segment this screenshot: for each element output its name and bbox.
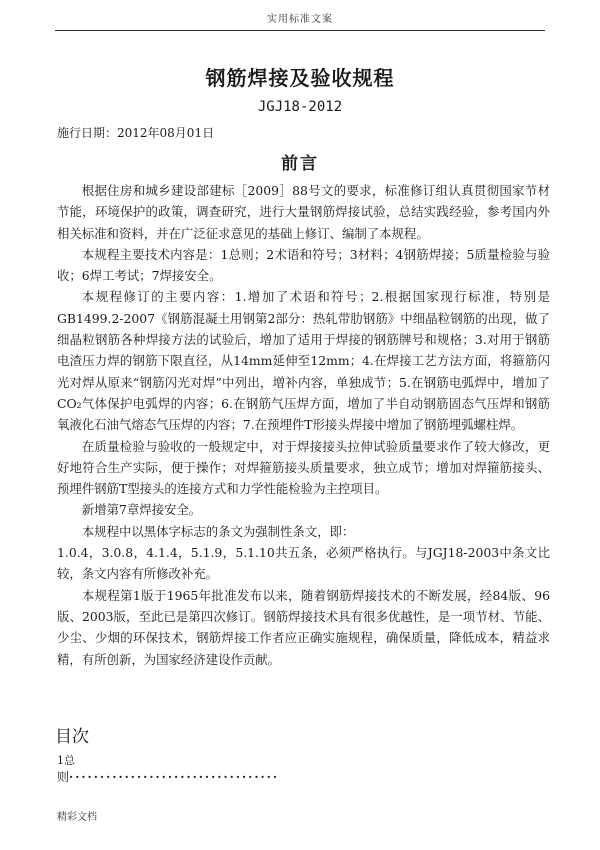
toc-heading: 目次 [55, 727, 89, 747]
preface-paragraph: 根据住房和城乡建设部建标［2009］88号文的要求，标准修订组认真贯彻国家节材节能，环境保护的政策，调查研究，进行大量钢筋焊接试验，总结实践经验，参考国内外相关标准和资料，并在广泛征求意见的基础上修订、编制了本规程。 [57, 183, 550, 241]
preface-paragraph: 本规程修订的主要内容：1.增加了术语和符号；2.根据国家现行标准，特别是GB1499.2-2007《钢筋混凝土用钢第2部分：热轧带肋钢筋》中细晶粒钢筋的出现，做了细晶粒钢筋各种焊接方法的试验后，增加了适用于焊接的钢筋牌号和规格；3.对用于钢筋电渣压力焊的钢筋下限直径，从14mm延伸至12mm；4.在焊接工艺方法方面，将箍筋闪光对焊从原来“钢筋闪光对焊”中列出，增补内容，单独成节；5.在钢筋电弧焊中，增加了CO₂气体保护电弧焊的内容；6.在钢筋气压焊方面，增加了半自动钢筋固态气压焊和钢筋氧液化石油气熔态气压焊的内容；7.在预埋件T形接头焊接中增加了钢筋埋弧螺柱焊。 [57, 289, 550, 433]
toc-entry[interactable] [57, 768, 547, 785]
toc-entry-label: 则 [57, 770, 70, 784]
preface-paragraph: 本规程主要技术内容是：1总则；2术语和符号；3材料；4钢筋焊接；5质量检验与验收；6焊工考试；7焊接安全。 [57, 246, 550, 284]
preface-body [57, 180, 550, 670]
page-footer-label: 精彩文档 [57, 812, 97, 823]
page-header-label: 实用标准文案 [267, 14, 333, 25]
header-divider [55, 30, 545, 31]
preface-paragraph: 本规程中以黑体字标志的条文为强制性条文，即： [81, 523, 355, 539]
preface-paragraph: 1.0.4，3.0.8，4.1.4，5.1.9，5.1.10共五条，必须严格执行。与JGJ18-2003中条文比较，条文内容有所修改补充。 [57, 545, 550, 582]
standard-code: JGJ18-2012 [257, 99, 343, 115]
toc-entry-number: 1总 [57, 754, 75, 767]
preface-paragraph: 新增第7章焊接安全。 [81, 502, 202, 518]
preface-paragraph: 本规程第1版于1965年批准发布以来，随着钢筋焊接技术的不断发展，经84版、96版、2003版，至此已是第四次修订。钢筋焊接技术具有很多优越性，是一项节材、节能、少尘、少烟的环保技术，钢筋焊接工作者应正确实施规程，确保质量，降低成本，精益求精，有所创新，为国家经济建设作贡献。 [57, 587, 550, 667]
preface-heading: 前言 [281, 154, 319, 174]
document-title: 钢筋焊接及验收规程 [205, 66, 395, 90]
effective-date: 施行日期：2012年08月01日 [57, 126, 215, 140]
preface-paragraph: 在质量检验与验收的一般规定中，对于焊接接头拉伸试验质量要求作了较大修改，更好地符合生产实际，便于操作；对焊箍筋接头质量要求，独立成节；增加对焊箍筋接头、预埋件钢筋T型接头的连接方式和力学性能检验为主控项目。 [57, 438, 550, 497]
toc-leader-dots: ·································· [69, 770, 280, 784]
